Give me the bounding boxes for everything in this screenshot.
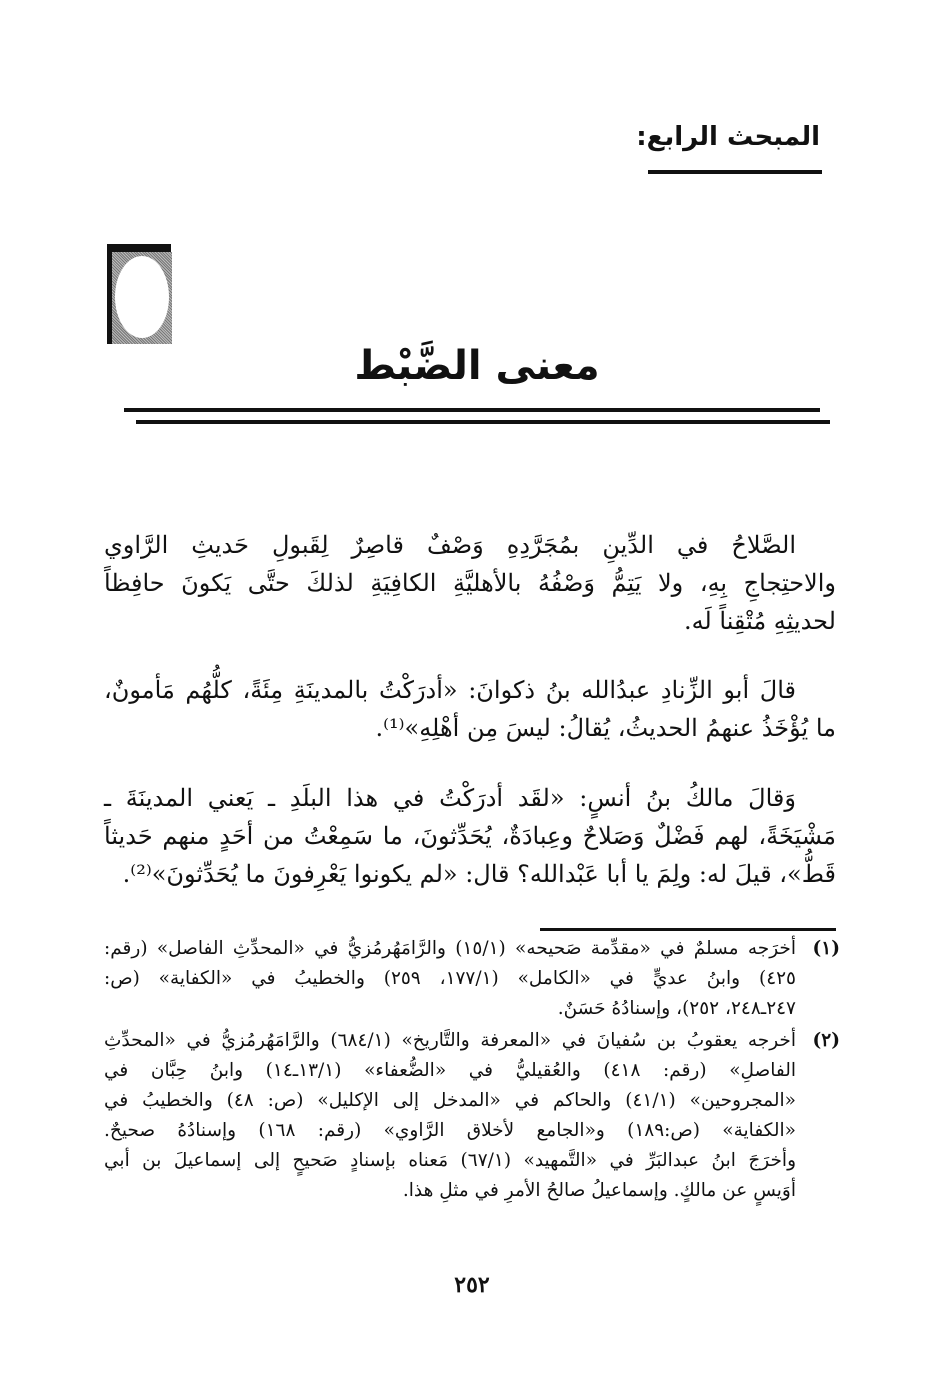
footnote-line: أخرَجه مسلمٌ في «مقدِّمة صَحيحه» (١٥/١) والرَّامَهُرمُزيُّ في «المحدِّثِ الفاصل» (رقم: xyxy=(104,938,796,959)
section-heading-underline xyxy=(648,170,822,174)
decorative-frame-icon xyxy=(107,244,171,344)
text-line: قَطُّ»، قيلَ له: ولِمَ يا أبا عَبْدالله؟ قال: «لم يكونوا يَعْرِفونَ ما يُحَدِّثونَ»⁽²⁾. xyxy=(122,860,836,888)
footnotes xyxy=(104,934,840,1206)
footnote-number: (١) xyxy=(812,938,840,959)
footnote-line: أخرجه يعقوبُ بن سُفيانَ في «المعرفة والتَّاريخ» (٦٨٤/١) والرَّامَهُرمُزيُّ في «المحدِّثِ xyxy=(104,1030,797,1051)
text-line: مَشْيَخَةً، لهم فَضْلٌ وَصَلاحٌ وعِبادَةٌ، يُحَدِّثونَ، ما سَمِعْتُ من أحَدٍ منهم حَديثاً xyxy=(104,822,836,850)
footnote-line: ٤٢٥) وابنُ عديٍّ في «الكامل» (١٧٧/١، ٢٥٩) والخطيبُ في «الكفاية» (ص: xyxy=(104,968,796,989)
footnote-line: الفاصلِ» (رقم: ٤١٨) والعُقيليُّ في «الضُّعفاء» (١٣/١ـ١٤) وابنُ حِبَّان في xyxy=(104,1060,797,1081)
page-number: ٢٥٢ xyxy=(454,1272,490,1298)
footnote-line: «الكفاية» (ص:١٨٩) و«الجامع لأخلاق الرَّاوي» (رقم: ١٦٨) وإسنادُهُ صحيحٌ. xyxy=(104,1120,796,1141)
footnote-line: ٢٤٧ـ٢٤٨، ٢٥٢)، وإسنادُهُ حَسَنٌ. xyxy=(557,998,796,1019)
chapter-title: معنى الضَّبْط xyxy=(354,343,600,389)
paragraph xyxy=(104,671,836,747)
title-divider xyxy=(136,420,830,424)
title-divider xyxy=(124,408,820,412)
text-line: الصَّلاحُ في الدِّينِ بمُجَرَّدِهِ وَصْفٌ قاصِرٌ لِقَبولِ حَديثِ الرَّاوي xyxy=(104,531,796,559)
footnote-number: (٢) xyxy=(812,1030,840,1051)
text-line: ما يُؤْخَذُ عنهمُ الحديثُ، يُقالُ: ليسَ مِن أهْلِهِ»⁽¹⁾. xyxy=(375,714,836,742)
footnote xyxy=(104,934,840,1024)
text-line: وَقالَ مالكُ بنُ أنسٍ: «لقَد أدرَكْتُ في هذا البلَدِ ـ يَعني المدينَةَ ـ xyxy=(104,784,796,812)
paragraph xyxy=(104,526,836,640)
footnote xyxy=(104,1026,840,1206)
paragraph xyxy=(104,779,836,893)
footnote-line: وأخرَجَ ابنُ عبدالبَرِّ في «التَّمهيد» (٦٧/١) مَعناه بإسنادٍ صَحيحٍ إلى إسماعيلَ بن أبي xyxy=(104,1150,796,1171)
footnote-separator xyxy=(540,928,836,931)
text-line: والاحتِجاجِ بِهِ، ولا يَتِمُّ وَصْفُهُ بالأهليَّةِ الكافِيَةِ لذلكَ حتَّى يَكونَ حافِظاً xyxy=(104,569,836,597)
footnote-line: أوَيسٍ عن مالكٍ. وإسماعيلُ صالحُ الأمرِ في مثلِ هذا. xyxy=(402,1180,796,1201)
footnote-line: «المجروحين» (٤١/١) والحاكم في «المدخل إلى الإكليل» (ص: ٤٨) والخطيبُ في xyxy=(104,1090,796,1111)
text-line: لحديثِهِ مُتْقِناً لَه. xyxy=(683,607,836,635)
section-heading: المبحث الرابع: xyxy=(636,122,820,152)
text-line: قالَ أبو الزِّنادِ عبدُالله بنُ ذكوانَ: «أدرَكْتُ بالمدينَةِ مِئَةً، كلُّهُم مَأمونٌ، xyxy=(104,676,796,704)
